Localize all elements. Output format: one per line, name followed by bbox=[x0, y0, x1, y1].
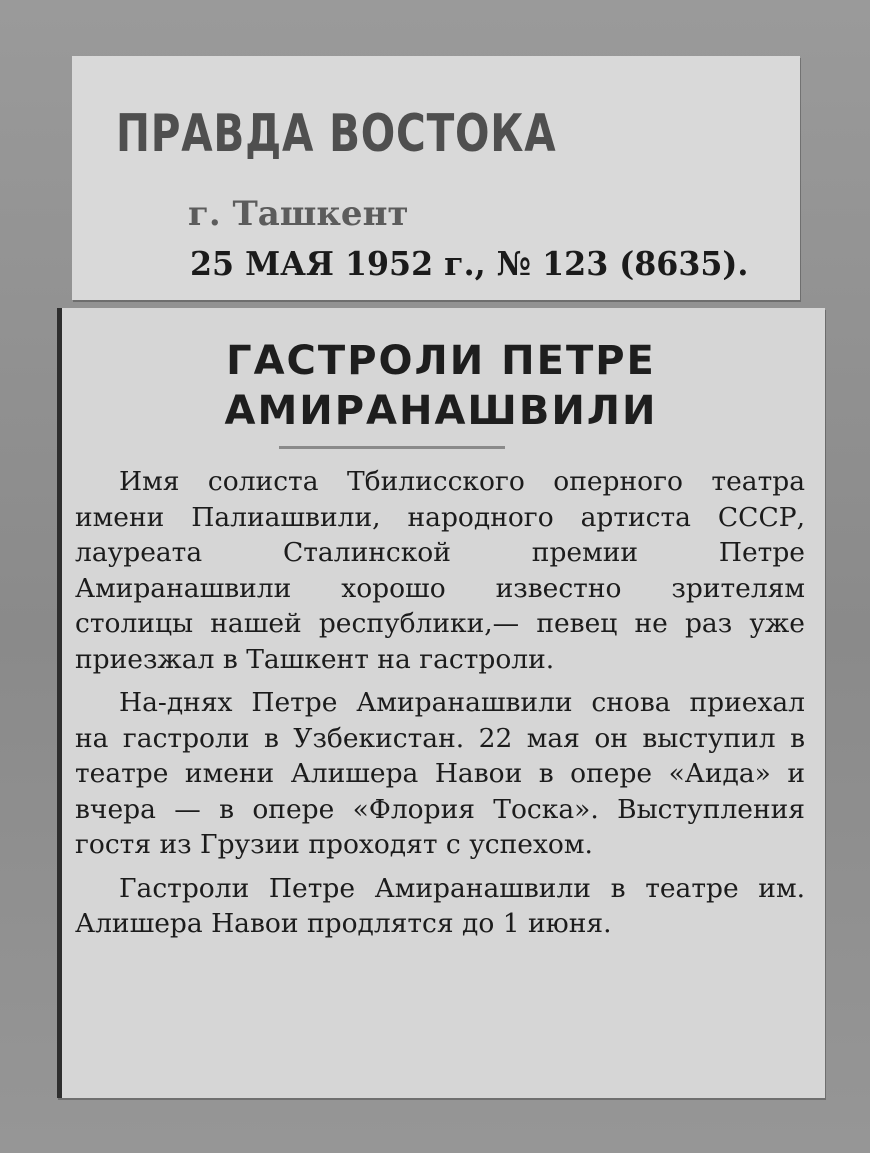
paragraph-1: Имя солиста Тбилисского оперного театра имени Палиашвили, народного артиста СССР, лауреата Сталинской премии Петре Амиранашвили хорошо известно зрителям столицы нашей республики,— певец не раз уже приезжал в Ташкент на гастроли. bbox=[75, 466, 805, 675]
city-stamp: г. Ташкент bbox=[188, 194, 409, 234]
headline-underline bbox=[279, 446, 505, 449]
article-body bbox=[75, 464, 805, 950]
headline-line-1: ГАСТРОЛИ ПЕТРЕ bbox=[226, 338, 656, 384]
paragraph-2: На-днях Петре Амиранашвили снова приехал на гастроли в Узбекистан. 22 мая он выступил в театре имени Алишера Навои в опере «Аида» и вчера — в опере «Флория Тоска». Выступления гостя из Грузии проходят с успехом. bbox=[75, 687, 805, 860]
newspaper-name-stamp: ПРАВДА ВОСТОКА bbox=[116, 104, 557, 164]
masthead-clipping bbox=[72, 56, 800, 300]
article-headline bbox=[57, 336, 825, 436]
article-clipping bbox=[57, 308, 825, 1098]
issue-date-number: 25 МАЯ 1952 г., № 123 (8635). bbox=[190, 244, 749, 283]
headline-line-2: АМИРАНАШВИЛИ bbox=[224, 388, 658, 434]
paragraph-3: Гастроли Петре Амиранашвили в театре им. Алишера Навои продлятся до 1 июня. bbox=[75, 872, 805, 939]
